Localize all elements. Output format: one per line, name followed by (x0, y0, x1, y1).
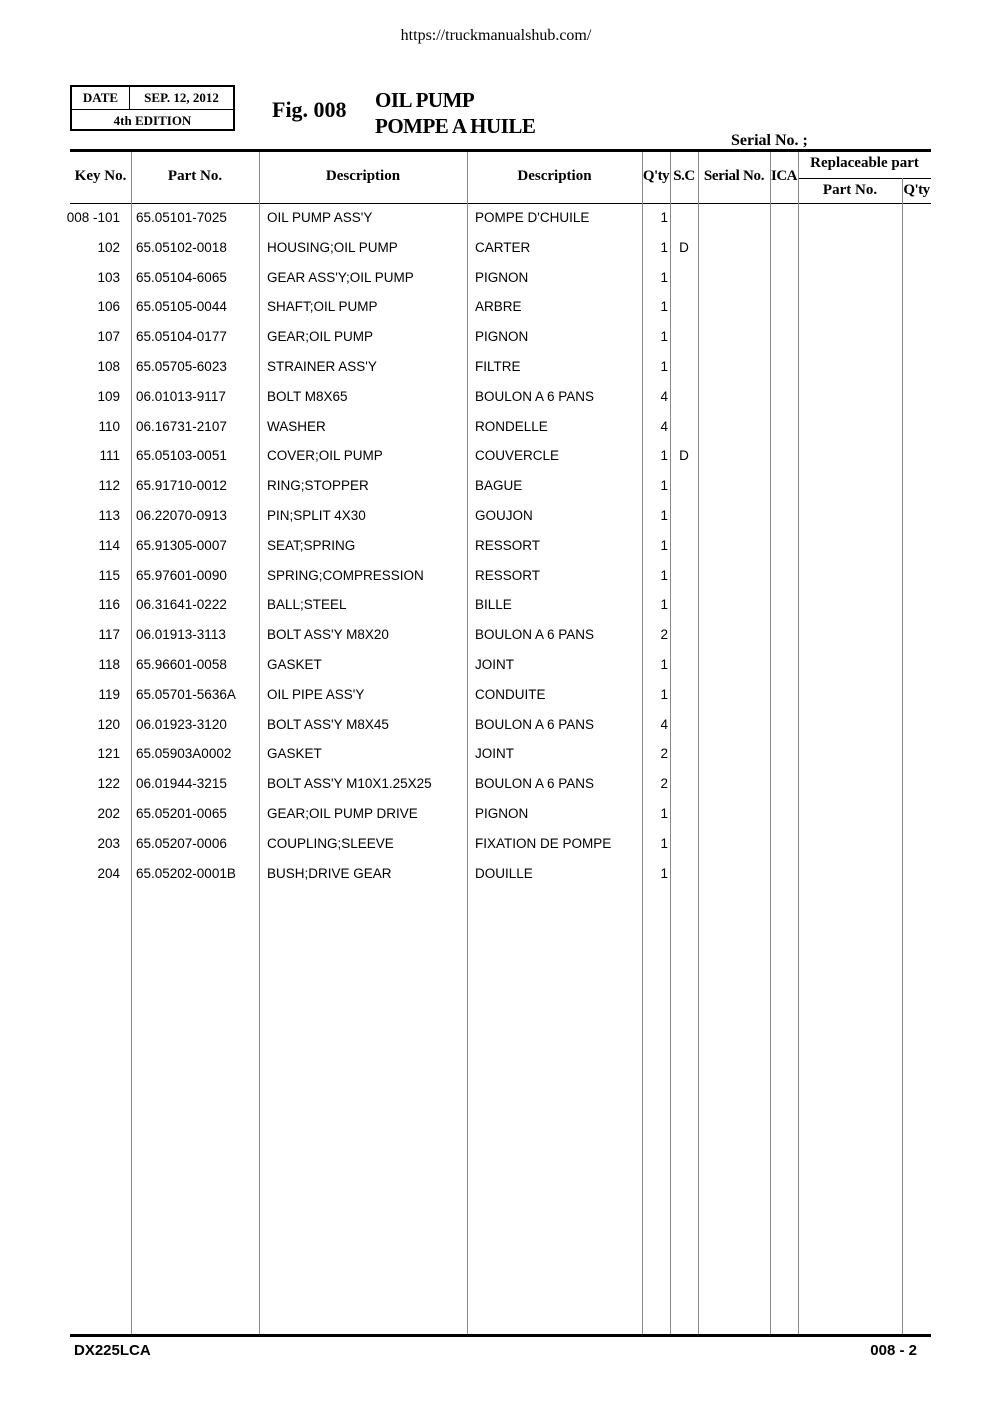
part-number-cell: 06.01913-3113 (136, 627, 226, 643)
figure-number: Fig. 008 (272, 97, 347, 122)
table-row (0, 322, 992, 352)
description-french-cell: BILLE (475, 597, 512, 613)
key-number-cell: 112 (98, 478, 120, 494)
table-row (0, 352, 992, 382)
part-number-cell: 65.05701-5636A (136, 686, 236, 702)
description-french-cell: CONDUITE (475, 686, 546, 702)
quantity-cell: 1 (660, 269, 668, 285)
part-number-cell: 06.22070-0913 (136, 508, 227, 523)
quantity-cell: 1 (660, 597, 668, 613)
quantity-cell: 4 (660, 418, 668, 434)
table-row (0, 263, 992, 293)
header-quantity: Q'ty (642, 168, 670, 184)
description-cell: BOLT M8X65 (267, 388, 348, 404)
table-row (0, 233, 992, 263)
part-number-cell: 65.91710-0012 (136, 478, 227, 494)
key-number-cell: 204 (97, 865, 120, 881)
quantity-cell: 1 (660, 835, 668, 851)
table-row (0, 382, 992, 412)
description-cell: COVER;OIL PUMP (267, 448, 383, 464)
table-row (0, 501, 992, 531)
description-french-cell: COUVERCLE (475, 448, 560, 464)
description-cell: COUPLING;SLEEVE (267, 835, 394, 851)
description-cell: BOLT ASS'Y M10X1.25X25 (267, 776, 432, 792)
header-description: Description (325, 168, 401, 184)
description-french-cell: JOINT (475, 746, 514, 762)
description-french-cell: POMPE D'CHUILE (475, 210, 590, 225)
figure-title-english: OIL PUMP (375, 88, 475, 112)
quantity-cell: 4 (660, 716, 668, 732)
description-cell: SEAT;SPRING (267, 537, 356, 553)
part-number-cell: 65.96601-0058 (136, 657, 227, 672)
part-number-cell: 06.16731-2107 (136, 418, 227, 434)
table-row (0, 650, 992, 680)
serial-number-label: Serial No. ; (731, 132, 808, 149)
description-cell: SPRING;COMPRESSION (267, 567, 424, 583)
key-number-cell: 121 (97, 746, 120, 762)
part-number-cell: 06.01013-9117 (136, 388, 226, 404)
date-edition-box (70, 85, 235, 131)
description-cell: BALL;STEEL (267, 597, 347, 613)
key-number-cell: 107 (97, 329, 120, 345)
header-replaceable-qty: Q'ty (903, 182, 930, 198)
table-row (0, 471, 992, 501)
description-french-cell: BOULON A 6 PANS (475, 716, 595, 732)
table-row (0, 590, 992, 620)
description-cell: PIN;SPLIT 4X30 (267, 508, 366, 523)
key-number-cell: 116 (98, 597, 120, 613)
part-number-cell: 65.05903A0002 (136, 746, 232, 762)
key-number-cell: 114 (98, 537, 120, 553)
description-french-cell: ARBRE (475, 299, 522, 315)
quantity-cell: 2 (660, 746, 668, 762)
header-part-no: Part No. (167, 168, 223, 184)
table-row (0, 710, 992, 740)
quantity-cell: 1 (660, 657, 668, 672)
key-number-cell: 122 (97, 776, 120, 792)
quantity-cell: 1 (660, 865, 668, 881)
table-row (0, 829, 992, 859)
description-french-cell: PIGNON (475, 329, 529, 345)
part-number-cell: 06.01923-3120 (136, 716, 227, 732)
key-number-cell: 120 (97, 716, 120, 732)
key-number-cell: 117 (98, 627, 120, 643)
description-cell: GASKET (267, 746, 322, 762)
description-french-cell: BAGUE (475, 478, 523, 494)
table-row (0, 412, 992, 442)
description-french-cell: DOUILLE (475, 865, 533, 881)
quantity-cell: 1 (660, 537, 668, 553)
replaceable-part-divider (798, 178, 931, 179)
description-cell: GEAR;OIL PUMP (267, 329, 374, 345)
part-number-cell: 65.05207-0006 (136, 835, 227, 851)
header-key-no: Key No. (74, 168, 127, 184)
description-cell: OIL PIPE ASS'Y (267, 686, 365, 702)
quantity-cell: 2 (660, 627, 668, 643)
footer-model: DX225LCA (74, 1342, 151, 1359)
description-cell: GEAR;OIL PUMP DRIVE (267, 806, 418, 821)
description-french-cell: RESSORT (475, 567, 541, 583)
header-service-code: S.C (673, 168, 695, 184)
description-french-cell: BOULON A 6 PANS (475, 776, 595, 792)
table-row (0, 561, 992, 591)
table-row (0, 441, 992, 471)
key-number-cell: 110 (98, 418, 120, 434)
part-number-cell: 06.01944-3215 (136, 776, 227, 792)
quantity-cell: 1 (660, 686, 668, 702)
service-code-cell: D (679, 239, 689, 255)
quantity-cell: 1 (660, 239, 668, 255)
key-number-cell: 109 (97, 388, 120, 404)
key-number-cell: 103 (97, 269, 120, 285)
description-french-cell: FIXATION DE POMPE (475, 835, 612, 851)
quantity-cell: 1 (660, 508, 668, 523)
description-french-cell: BOULON A 6 PANS (475, 388, 595, 404)
key-number-cell: 111 (99, 448, 120, 464)
date-value: SEP. 12, 2012 (144, 90, 219, 105)
key-number-cell: 119 (98, 686, 120, 702)
table-row (0, 799, 992, 829)
part-number-cell: 65.05103-0051 (136, 448, 227, 464)
table-row (0, 739, 992, 769)
date-label: DATE (72, 87, 130, 109)
table-row (0, 292, 992, 322)
key-number-cell: 118 (98, 657, 120, 672)
table-row (0, 769, 992, 799)
table-row (0, 620, 992, 650)
part-number-cell: 65.91305-0007 (136, 537, 227, 553)
part-number-cell: 65.05201-0065 (136, 806, 227, 821)
footer-page-number: 008 - 2 (870, 1342, 917, 1359)
description-french-cell: RESSORT (475, 537, 541, 553)
description-cell: SHAFT;OIL PUMP (267, 299, 378, 315)
table-row (0, 203, 992, 233)
description-french-cell: GOUJON (475, 508, 533, 523)
description-cell: GEAR ASS'Y;OIL PUMP (267, 269, 414, 285)
table-bottom-rule (70, 1334, 931, 1337)
description-cell: BUSH;DRIVE GEAR (267, 865, 392, 881)
description-cell: STRAINER ASS'Y (267, 359, 377, 374)
part-number-cell: 06.31641-0222 (136, 597, 227, 613)
part-number-cell: 65.05104-0177 (136, 329, 227, 345)
table-row (0, 531, 992, 561)
description-french-cell: BOULON A 6 PANS (475, 627, 595, 643)
header-ica: ICA (770, 168, 797, 184)
quantity-cell: 1 (660, 329, 668, 345)
edition-label: 4th EDITION (113, 112, 192, 128)
part-number-cell: 65.05102-0018 (136, 239, 227, 255)
key-number-cell: 113 (98, 508, 120, 523)
header-description-french: Description (517, 168, 592, 184)
key-number-cell: 102 (97, 239, 120, 255)
description-french-cell: PIGNON (475, 269, 529, 285)
quantity-cell: 1 (660, 448, 668, 464)
part-number-cell: 65.05705-6023 (136, 359, 227, 374)
description-cell: HOUSING;OIL PUMP (267, 239, 398, 255)
header-serial-no: Serial No. (703, 168, 765, 184)
table-row (0, 859, 992, 889)
description-cell: RING;STOPPER (267, 478, 369, 494)
quantity-cell: 1 (660, 806, 668, 821)
description-french-cell: CARTER (475, 239, 531, 255)
description-french-cell: FILTRE (475, 359, 521, 374)
quantity-cell: 1 (660, 359, 668, 374)
figure-title-french: POMPE A HUILE (375, 114, 536, 138)
quantity-cell: 1 (660, 210, 668, 225)
key-number-cell: 008 -101 (66, 210, 120, 225)
description-french-cell: PIGNON (475, 806, 529, 821)
quantity-cell: 2 (660, 776, 668, 792)
description-cell: WASHER (267, 418, 326, 434)
description-cell: BOLT ASS'Y M8X45 (267, 716, 389, 732)
quantity-cell: 1 (660, 567, 668, 583)
part-number-cell: 65.05101-7025 (136, 210, 227, 225)
description-cell: GASKET (267, 657, 322, 672)
key-number-cell: 108 (97, 359, 120, 374)
description-french-cell: RONDELLE (475, 418, 548, 434)
part-number-cell: 65.05105-0044 (136, 299, 227, 315)
quantity-cell: 1 (660, 478, 668, 494)
part-number-cell: 65.05104-6065 (136, 269, 227, 285)
table-row (0, 680, 992, 710)
service-code-cell: D (679, 448, 689, 464)
description-french-cell: JOINT (475, 657, 514, 672)
key-number-cell: 106 (97, 299, 120, 315)
source-url[interactable]: https://truckmanualshub.com/ (400, 27, 592, 44)
description-cell: OIL PUMP ASS'Y (267, 210, 373, 225)
part-number-cell: 65.05202-0001B (136, 865, 236, 881)
quantity-cell: 4 (660, 388, 668, 404)
key-number-cell: 202 (97, 806, 120, 821)
key-number-cell: 203 (97, 835, 120, 851)
part-number-cell: 65.97601-0090 (136, 567, 227, 583)
table-top-rule (70, 149, 931, 152)
description-cell: BOLT ASS'Y M8X20 (267, 627, 389, 643)
header-replaceable-part: Replaceable part (810, 155, 919, 171)
key-number-cell: 115 (98, 567, 120, 583)
header-replaceable-part-no: Part No. (822, 182, 878, 198)
quantity-cell: 1 (660, 299, 668, 315)
